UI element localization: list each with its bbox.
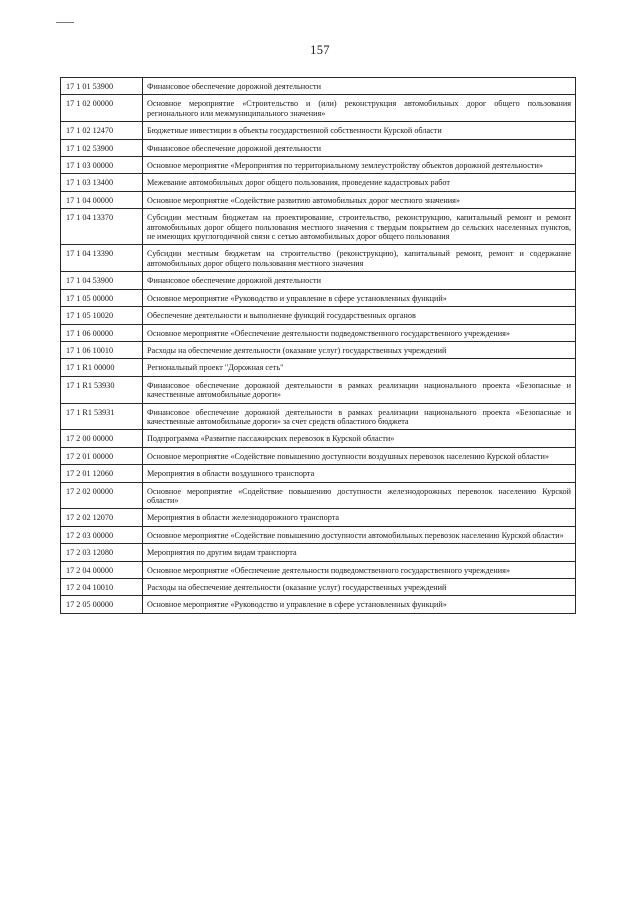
table-row <box>61 191 576 208</box>
expense-description: Основное мероприятие «Содействие повышению доступности автомобильных перевозок населению Курской области» <box>143 526 576 543</box>
table-row <box>61 465 576 482</box>
classification-code: 17 1 03 13400 <box>61 174 143 191</box>
table-row <box>61 482 576 509</box>
classification-code: 17 2 02 00000 <box>61 482 143 509</box>
expense-description: Основное мероприятие «Руководство и управление в сфере установленных функций» <box>143 289 576 306</box>
classification-code: 17 2 01 12060 <box>61 465 143 482</box>
expense-description: Основное мероприятие «Содействие повышению доступности железнодорожных перевозок населению Курской области» <box>143 482 576 509</box>
table-row <box>61 544 576 561</box>
expense-description: Межевание автомобильных дорог общего пользования, проведение кадастровых работ <box>143 174 576 191</box>
classification-code: 17 1 02 00000 <box>61 95 143 122</box>
expense-description: Основное мероприятие «Мероприятия по территориальному землеустройству объектов дорожной деятельности» <box>143 157 576 174</box>
expense-description: Финансовое обеспечение дорожной деятельности <box>143 139 576 156</box>
classification-code: 17 2 04 10010 <box>61 579 143 596</box>
expense-description: Бюджетные инвестиции в объекты государственной собственности Курской области <box>143 122 576 139</box>
classification-code: 17 2 00 00000 <box>61 430 143 447</box>
classification-code: 17 1 04 13370 <box>61 209 143 245</box>
table-row <box>61 245 576 272</box>
classification-code: 17 1 06 00000 <box>61 324 143 341</box>
table-row <box>61 341 576 358</box>
table-row <box>61 526 576 543</box>
classification-code: 17 2 03 00000 <box>61 526 143 543</box>
table-row <box>61 139 576 156</box>
classification-code: 17 2 04 00000 <box>61 561 143 578</box>
table-row <box>61 579 576 596</box>
classification-code: 17 1 02 53900 <box>61 139 143 156</box>
expense-description: Мероприятия по другим видам транспорта <box>143 544 576 561</box>
table-row <box>61 509 576 526</box>
table-row <box>61 209 576 245</box>
classification-code: 17 1 R1 00000 <box>61 359 143 376</box>
expense-description: Подпрограмма «Развитие пассажирских перевозок в Курской области» <box>143 430 576 447</box>
table-row <box>61 289 576 306</box>
expense-description: Основное мероприятие «Содействие развитию автомобильных дорог местного значения» <box>143 191 576 208</box>
classification-code: 17 1 03 00000 <box>61 157 143 174</box>
expense-description: Обеспечение деятельности и выполнение функций государственных органов <box>143 307 576 324</box>
table-row <box>61 376 576 403</box>
expense-description: Субсидии местным бюджетам на проектирование, строительство, реконструкцию, капитальный ремонт и ремонт автомобильных дорог общего пользования местного значения с твердым покрытием до сельских населенных пунктов, не имеющих круглогодичной связи с сетью автомобильных дорог общего пользования <box>143 209 576 245</box>
expense-description: Мероприятия в области воздушного транспорта <box>143 465 576 482</box>
expense-description: Основное мероприятие «Руководство и управление в сфере установленных функций» <box>143 596 576 613</box>
table-row <box>61 596 576 613</box>
expense-description: Основное мероприятие «Обеспечение деятельности подведомственного государственного учреждения» <box>143 324 576 341</box>
expense-description: Региональный проект "Дорожная сеть" <box>143 359 576 376</box>
corner-mark <box>56 22 74 23</box>
table-row <box>61 430 576 447</box>
classification-code: 17 1 05 10020 <box>61 307 143 324</box>
budget-code-table <box>60 77 576 614</box>
table-row <box>61 272 576 289</box>
classification-code: 17 2 02 12070 <box>61 509 143 526</box>
classification-code: 17 1 02 12470 <box>61 122 143 139</box>
expense-description: Финансовое обеспечение дорожной деятельности в рамках реализации национального проекта «Безопасные и качественные автомобильные дороги» <box>143 376 576 403</box>
page-number: 157 <box>310 43 330 57</box>
expense-description: Расходы на обеспечение деятельности (оказание услуг) государственных учреждений <box>143 341 576 358</box>
classification-code: 17 1 04 00000 <box>61 191 143 208</box>
table-row <box>61 174 576 191</box>
expense-description: Расходы на обеспечение деятельности (оказание услуг) государственных учреждений <box>143 579 576 596</box>
table-row <box>61 307 576 324</box>
table-body <box>61 78 576 614</box>
table-row <box>61 324 576 341</box>
expense-description: Основное мероприятие «Обеспечение деятельности подведомственного государственного учреждения» <box>143 561 576 578</box>
expense-description: Мероприятия в области железнодорожного транспорта <box>143 509 576 526</box>
expense-description: Финансовое обеспечение дорожной деятельности в рамках реализации национального проекта «Безопасные и качественные автомобильные дороги» за счет средств областного бюджета <box>143 403 576 430</box>
expense-description: Финансовое обеспечение дорожной деятельности <box>143 272 576 289</box>
classification-code: 17 1 06 10010 <box>61 341 143 358</box>
classification-code: 17 2 03 12080 <box>61 544 143 561</box>
table-row <box>61 403 576 430</box>
classification-code: 17 1 01 53900 <box>61 78 143 95</box>
expense-description: Основное мероприятие «Строительство и (или) реконструкция автомобильных дорог общего пользования регионального или межмуниципального значения» <box>143 95 576 122</box>
table-row <box>61 157 576 174</box>
classification-code: 17 1 04 13390 <box>61 245 143 272</box>
classification-code: 17 1 R1 53930 <box>61 376 143 403</box>
classification-code: 17 1 05 00000 <box>61 289 143 306</box>
expense-description: Основное мероприятие «Содействие повышению доступности воздушных перевозок населению Курской области» <box>143 447 576 464</box>
expense-description: Субсидии местным бюджетам на строительство (реконструкцию), капитальный ремонт, ремонт и содержание автомобильных дорог общего пользования местного значения <box>143 245 576 272</box>
classification-code: 17 2 01 00000 <box>61 447 143 464</box>
table-row <box>61 95 576 122</box>
classification-code: 17 1 R1 53931 <box>61 403 143 430</box>
expense-description: Финансовое обеспечение дорожной деятельности <box>143 78 576 95</box>
table-row <box>61 561 576 578</box>
table-row <box>61 359 576 376</box>
classification-code: 17 2 05 00000 <box>61 596 143 613</box>
table-row <box>61 78 576 95</box>
table-row <box>61 122 576 139</box>
table-row <box>61 447 576 464</box>
classification-code: 17 1 04 53900 <box>61 272 143 289</box>
